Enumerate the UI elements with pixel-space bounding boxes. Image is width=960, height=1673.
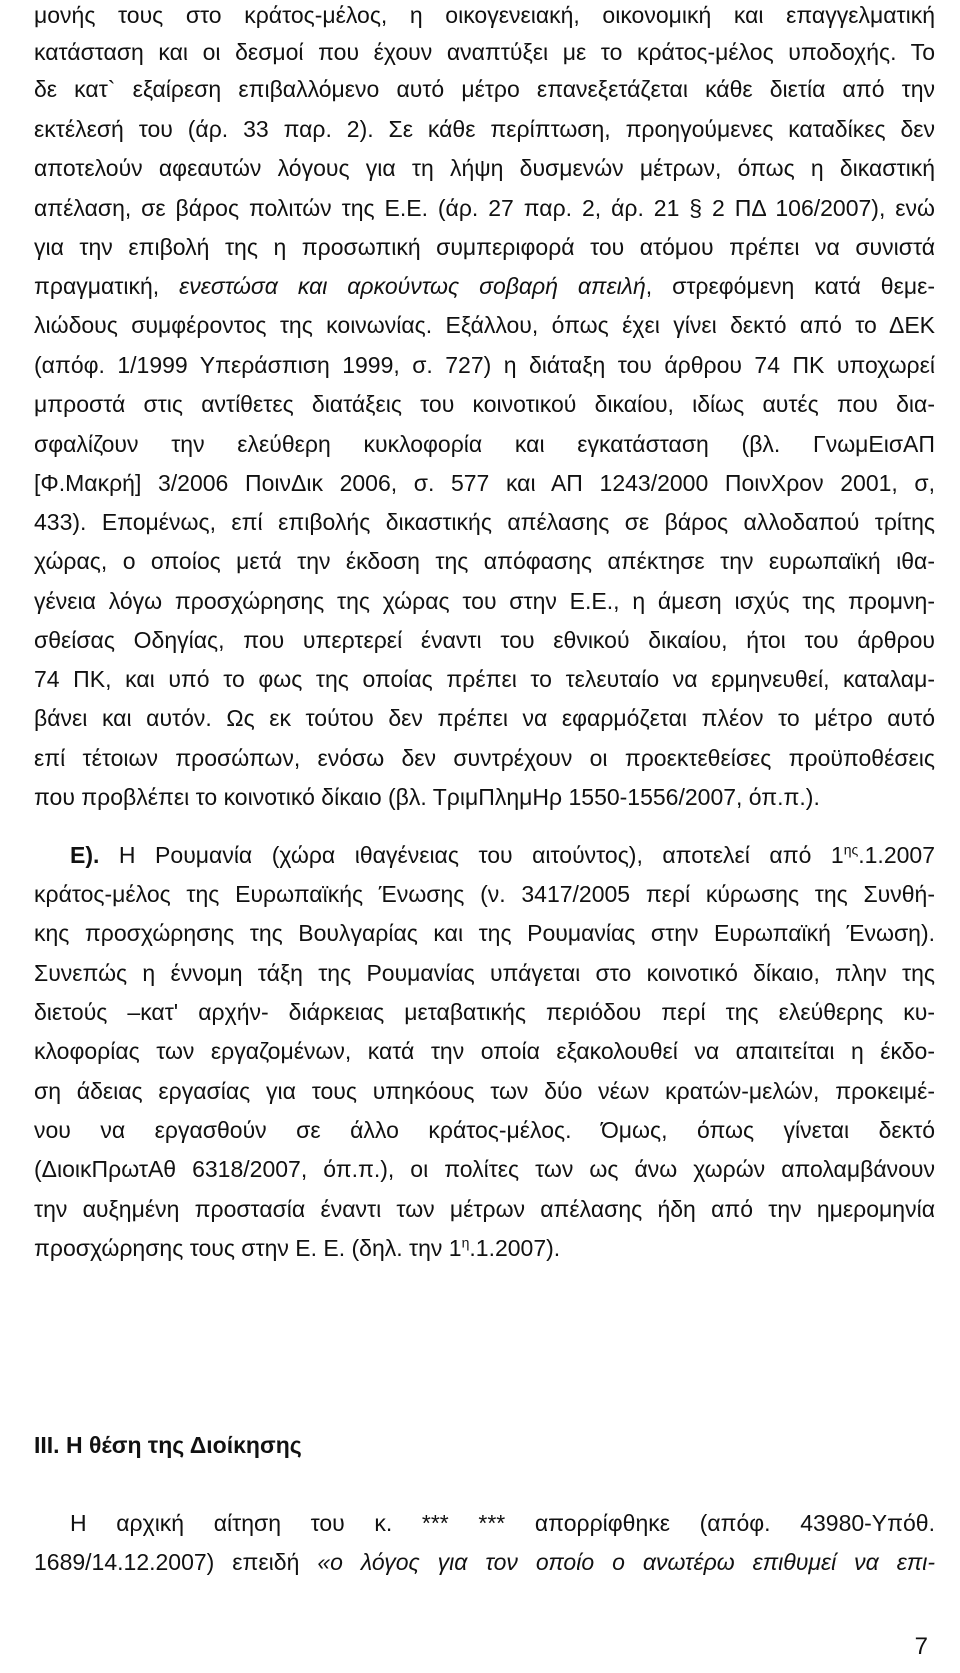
text-line: χώρας, ο οποίος μετά την έκδοση της απόφασης απέκτησε την ευρωπαϊκή ιθα- <box>34 548 935 574</box>
text-line: Η αρχική αίτηση του κ. *** *** απορρίφθηκε (απόφ. 43980-Υπόθ. <box>70 1510 935 1536</box>
superscript: η <box>461 1234 470 1251</box>
text-line: κλοφορίας των εργαζομένων, κατά την οποία εξακολουθεί να απαιτείται η έκδο- <box>34 1038 935 1064</box>
italic-text: «ο λόγος για τον οποίο ο ανωτέρω επιθυμεί να επι- <box>317 1549 935 1575</box>
text-line: λιώδους συμφέροντος της κοινωνίας. Εξάλλου, όπως έχει γίνει δεκτό από το ΔΕΚ <box>34 312 935 338</box>
text-line: δε κατ` εξαίρεση επιβαλλόμενο αυτό μέτρο επανεξετάζεται κάθε διετία από την <box>34 76 935 102</box>
text-line: σθείσας Οδηγίας, που υπερτερεί έναντι του εθνικού δικαίου, ήτοι του άρθρου <box>34 627 935 653</box>
text-segment: .1.2007). <box>469 1235 561 1261</box>
text-segment: πραγματική, <box>34 273 180 299</box>
text-line: γένεια λόγω προσχώρησης της χώρας του στην Ε.Ε., η άμεση ισχύς της προμνη- <box>34 588 935 614</box>
text-line: μονής τους στο κράτος-μέλος, η οικογενειακή, οικονομική και επαγγελματική <box>34 2 935 28</box>
text-line <box>34 1547 935 1577</box>
text-line <box>34 1233 935 1263</box>
superscript: ης <box>843 841 859 858</box>
text-segment: 1689/14.12.2007) επειδή <box>34 1549 318 1575</box>
text-line: Συνεπώς η έννομη τάξη της Ρουμανίας υπάγεται στο κοινοτικό δίκαιο, πλην της <box>34 960 935 986</box>
text-line: κης προσχώρησης της Βουλγαρίας και της Ρουμανίας στην Ευρωπαϊκή Ένωση). <box>34 920 935 946</box>
paragraph-label: Ε). <box>70 842 100 868</box>
text-line: την αυξημένη προστασία έναντι των μέτρων απέλασης ήδη από την ημερομηνία <box>34 1196 935 1222</box>
text-line <box>34 271 935 301</box>
text-line: 433). Επομένως, επί επιβολής δικαστικής απέλασης σε βάρος αλλοδαπού τρίτης <box>34 509 935 535</box>
text-line: αποτελούν αφεαυτών λόγους για τη λήψη δυσμενών μέτρων, όπως η δικαστική <box>34 155 935 181</box>
italic-text: ενεστώσα και αρκούντως σοβαρή απειλή <box>179 273 646 299</box>
text-line: μπροστά στις αντίθετες διατάξεις του κοινοτικού δικαίου, ιδίως αυτές που δια- <box>34 391 935 417</box>
text-line: 74 ΠΚ, και υπό το φως της οποίας πρέπει το τελευταίο να ερμηνευθεί, καταλαμ- <box>34 666 935 692</box>
text-line: [Φ.Μακρή] 3/2006 ΠοινΔικ 2006, σ. 577 και ΑΠ 1243/2000 ΠοινΧρον 2001, σ, <box>34 470 935 496</box>
text-line: κράτος-μέλος της Ευρωπαϊκής Ένωσης (ν. 3417/2005 περί κύρωσης της Συνθή- <box>34 881 935 907</box>
section-heading: ΙΙΙ. Η θέση της Διοίκησης <box>34 1432 302 1458</box>
text-line: (ΔιοικΠρωτΑθ 6318/2007, όπ.π.), οι πολίτες των ως άνω χωρών απολαμβάνουν <box>34 1156 935 1182</box>
text-line: (απόφ. 1/1999 Υπεράσπιση 1999, σ. 727) η διάταξη του άρθρου 74 ΠΚ υποχωρεί <box>34 352 935 378</box>
text-line: διετούς –κατ' αρχήν- διάρκειας μεταβατικής περιόδου περί της ελεύθερης κυ- <box>34 999 935 1025</box>
text-segment: Η Ρουμανία (χώρα ιθαγένειας του αιτούντος), αποτελεί από 1 <box>99 842 844 868</box>
text-line: ση άδειας εργασίας για τους υπηκόους των δύο νέων κρατών-μελών, προκειμέ- <box>34 1078 935 1104</box>
text-segment: , στρεφόμενη κατά θεμε- <box>645 273 935 299</box>
text-line: που προβλέπει το κοινοτικό δίκαιο (βλ. ΤριμΠλημΗρ 1550-1556/2007, όπ.π.). <box>34 784 820 810</box>
text-segment: .1.2007 <box>858 842 935 868</box>
text-line: επί τέτοιων προσώπων, ενόσω δεν συντρέχουν οι προεκτεθείσες προϋποθέσεις <box>34 745 935 771</box>
text-line: εκτέλεσή του (άρ. 33 παρ. 2). Σε κάθε περίπτωση, προηγούμενες καταδίκες δεν <box>34 116 935 142</box>
text-segment: προσχώρησης τους στην Ε. Ε. (δηλ. την 1 <box>34 1235 462 1261</box>
text-line: βάνει και αυτόν. Ως εκ τούτου δεν πρέπει να εφαρμόζεται πλέον το μέτρο αυτό <box>34 705 935 731</box>
text-line: νου να εργασθούν σε άλλο κράτος-μέλος. Όμως, όπως γίνεται δεκτό <box>34 1117 935 1143</box>
text-line: σφαλίζουν την ελεύθερη κυκλοφορία και εγκατάσταση (βλ. ΓνωμΕισΑΠ <box>34 431 935 457</box>
text-line <box>70 840 935 870</box>
text-line: κατάσταση και οι δεσμοί που έχουν αναπτύξει με το κράτος-μέλος υποδοχής. Το <box>34 39 935 65</box>
page-number: 7 <box>914 1633 928 1660</box>
text-line: απέλαση, σε βάρος πολιτών της Ε.Ε. (άρ. 27 παρ. 2, άρ. 21 § 2 ΠΔ 106/2007), ενώ <box>34 195 935 221</box>
text-line: για την επιβολή της η προσωπική συμπεριφορά του ατόμου πρέπει να συνιστά <box>34 234 935 260</box>
